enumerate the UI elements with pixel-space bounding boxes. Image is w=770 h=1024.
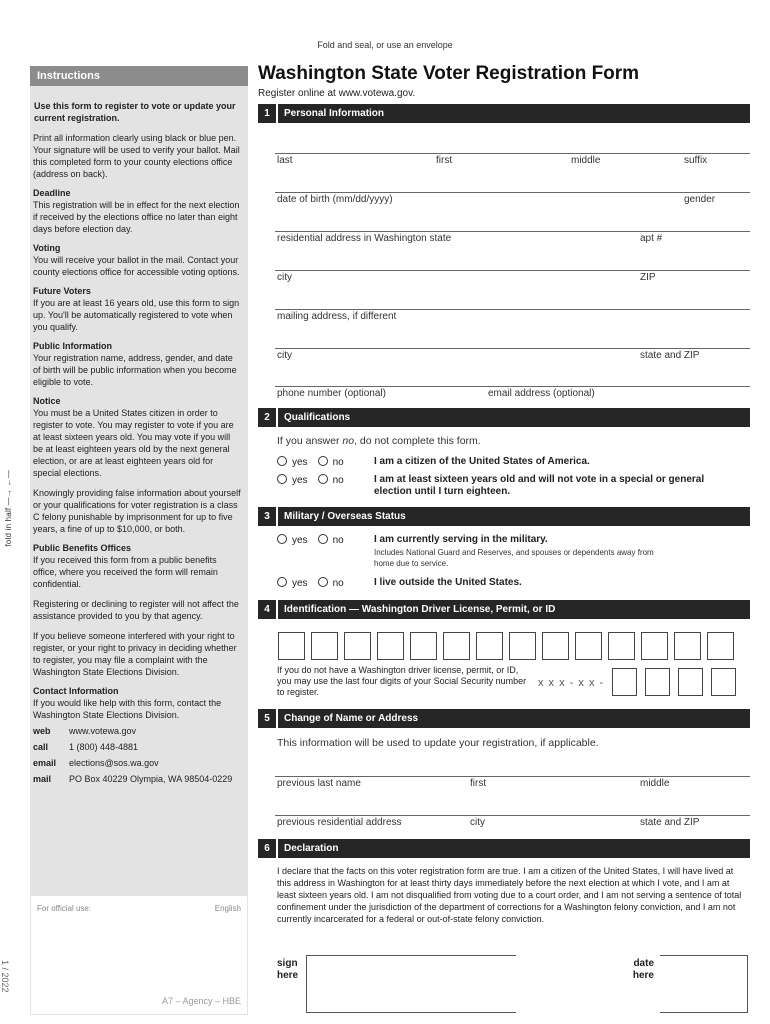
radio-icon (318, 577, 328, 587)
military-answer (277, 534, 354, 546)
section-number: 1 (258, 104, 278, 123)
contact-heading: Contact Information (33, 686, 119, 696)
apt-label: apt # (640, 233, 663, 244)
zip-label: ZIP (640, 272, 656, 283)
official-code: A7 – Agency – HBE (161, 996, 241, 1006)
license-digit-box[interactable] (575, 632, 602, 660)
section-3-bar (258, 507, 750, 526)
previous-first-label: first (470, 778, 487, 789)
overseas-yes[interactable]: yes (277, 577, 308, 589)
contact-text: If you would like help with this form, contact the Washington State Elections Division. (33, 698, 222, 720)
contact-mail (33, 773, 242, 785)
section-4-bar (258, 600, 750, 619)
instructions-panel (30, 66, 248, 906)
ssn-digit-box[interactable] (612, 668, 637, 696)
section-title: Personal Information (284, 108, 385, 119)
section-1-bar (258, 104, 750, 123)
phone-label: phone number (optional) (277, 388, 386, 399)
previous-name-line[interactable] (275, 776, 750, 777)
fold-half-marker: fold in half —→ ←— (4, 470, 13, 547)
citizen-question: I am a citizen of the United States of America. (374, 456, 590, 467)
ssn-note: If you do not have a Washington driver license, permit, or ID, you may use the last four digits of your Social Security number to register. (277, 665, 527, 697)
instructions-body (30, 86, 248, 906)
radio-icon (277, 534, 287, 544)
age-question: I am at least sixteen years old and will not vote in a special or general election until I turn eighteen. (374, 474, 705, 497)
contact-email (33, 757, 242, 769)
overseas-no[interactable]: no (318, 577, 344, 589)
suffix-label: suffix (684, 155, 708, 166)
ssn-digit-box[interactable] (645, 668, 670, 696)
voting-section (33, 242, 242, 278)
previous-address-label: previous residential address (277, 817, 402, 828)
official-language: English (214, 904, 241, 913)
contact-web-link[interactable]: www.votewa.gov (69, 726, 137, 736)
contact-section (33, 685, 242, 785)
citizen-answer (277, 456, 354, 468)
qualifications-intro: If you answer no, do not complete this form. (277, 435, 481, 447)
date-here-label: date here (632, 958, 654, 981)
license-digit-box[interactable] (674, 632, 701, 660)
section-5-bar (258, 709, 750, 728)
contact-label: call (33, 742, 49, 752)
instructions-header: Instructions (30, 66, 248, 86)
ssn-mask: x x x - x x - (538, 677, 605, 689)
contact-label: email (33, 758, 57, 768)
contact-call (33, 741, 242, 753)
future-voters-section (33, 285, 242, 333)
overseas-answer (277, 577, 354, 589)
form-header (258, 62, 750, 99)
residential-address-label: residential address in Washington state (277, 233, 452, 244)
section-6-bar (258, 839, 750, 858)
mailing-address-label: mailing address, if different (277, 311, 397, 322)
license-digit-box[interactable] (608, 632, 635, 660)
sign-here-label: sign here (277, 958, 299, 981)
license-digit-box[interactable] (509, 632, 536, 660)
middle-name-label: middle (571, 155, 601, 166)
deadline-section (33, 187, 242, 235)
contact-mail-address: PO Box 40229 Olympia, WA 98504-0229 (69, 774, 233, 784)
deadline-text: This registration will be in effect for the next election if received by the elections office no later than eight days before election day. (33, 200, 240, 234)
public-info-text: Your registration name, address, gender, and date of birth will be public information when you become eligible to vote. (33, 353, 237, 387)
residential-address-line[interactable] (275, 231, 750, 232)
name-line[interactable] (275, 153, 750, 154)
notice-text-2: Knowingly providing false information about yourself or your qualifications for voter registration is a class C felony punishable by imprisonment for up to five years, a fine of up to $10,000, or both. (33, 488, 241, 534)
license-digit-box[interactable] (311, 632, 338, 660)
license-digit-box[interactable] (542, 632, 569, 660)
gender-label: gender (684, 194, 716, 205)
contact-line[interactable] (275, 386, 750, 387)
military-yes[interactable]: yes (277, 534, 308, 546)
fold-note: Fold and seal, or use an envelope (317, 40, 453, 50)
form-year: 1 / 2022 (0, 960, 10, 993)
overseas-question: I live outside the United States. (374, 577, 522, 588)
license-digit-box[interactable] (443, 632, 470, 660)
official-use-box (30, 895, 248, 1015)
contact-label: web (33, 726, 51, 736)
instructions-intro: Print all information clearly using black or blue pen. Your signature will be used to verify your ballot. Mail this completed form to your county elections office (address on back). (33, 133, 240, 179)
section-number: 2 (258, 408, 278, 427)
ssn-digit-box[interactable] (678, 668, 703, 696)
notice-heading: Notice (33, 396, 61, 406)
license-digit-box[interactable] (377, 632, 404, 660)
declaration-text: I declare that the facts on this voter registration form are true. I am a citizen of the United States, I will have lived at this address in Washington for at least thirty days immediately before the next election at which I vote, and I am at least sixteen years old. I am not disqualified from voting due to a court order, and I am not serving a sentence of total confinement under the jurisdiction of the department of corrections for a Washington felony conviction, and I am not currently incarcerated for a federal or out-of-state felony conviction. (277, 866, 742, 924)
benefits-heading: Public Benefits Offices (33, 543, 132, 553)
mailing-city-line[interactable] (275, 348, 750, 349)
license-digit-box[interactable] (707, 632, 734, 660)
section-title: Declaration (284, 843, 339, 854)
military-note: Includes National Guard and Reserves, and spouses or dependents away from home due to service. (374, 548, 654, 568)
contact-phone: 1 (800) 448-4881 (69, 742, 139, 752)
previous-last-name-label: previous last name (277, 778, 361, 789)
state-zip-label: state and ZIP (640, 350, 700, 361)
license-digit-box[interactable] (344, 632, 371, 660)
section-title: Qualifications (284, 412, 351, 423)
mailing-city-label: city (277, 350, 292, 361)
voting-text: You will receive your ballot in the mail. Contact your county elections office for accessible voting options. (33, 255, 240, 277)
date-box[interactable] (660, 955, 748, 1013)
contact-label: mail (33, 774, 52, 784)
age-no[interactable]: no (318, 474, 344, 486)
radio-icon (318, 456, 328, 466)
section-number: 5 (258, 709, 278, 728)
city-line[interactable] (275, 270, 750, 271)
section-2-bar (258, 408, 750, 427)
official-use-label: For official use: (37, 904, 92, 913)
contact-web (33, 725, 242, 737)
benefits-text-2: Registering or declining to register will not affect the assistance provided to you by that agency. (33, 599, 239, 621)
change-intro: This information will be used to update your registration, if applicable. (277, 737, 599, 749)
previous-city-label: city (470, 817, 485, 828)
previous-state-zip-label: state and ZIP (640, 817, 700, 828)
license-digit-box[interactable] (641, 632, 668, 660)
radio-icon (277, 456, 287, 466)
notice-text-1: You must be a United States citizen in order to register to vote. You may register to vote if you are at least sixteen years old. You may vote if you will be at least eighteen years old by the next general election, or are at least eighteen years old for special elections. (33, 408, 234, 478)
instructions-lead: Use this form to register to vote or update your current registration. (34, 101, 236, 123)
first-name-label: first (436, 155, 453, 166)
radio-icon (277, 474, 287, 484)
license-digit-box[interactable] (278, 632, 305, 660)
section-number: 3 (258, 507, 278, 526)
section-number: 4 (258, 600, 278, 619)
section-number: 6 (258, 839, 278, 858)
benefits-text-1: If you received this form from a public benefits office, where you received the form will remain confidential. (33, 555, 218, 589)
email-label: email address (optional) (488, 388, 595, 399)
license-digit-box[interactable] (410, 632, 437, 660)
radio-icon (318, 474, 328, 484)
last-name-label: last (277, 155, 293, 166)
radio-icon (277, 577, 287, 587)
radio-icon (318, 534, 328, 544)
deadline-heading: Deadline (33, 188, 71, 198)
previous-address-line[interactable] (275, 815, 750, 816)
previous-middle-label: middle (640, 778, 670, 789)
benefits-section (33, 542, 242, 678)
citizen-yes[interactable]: yes (277, 456, 308, 468)
military-no[interactable]: no (318, 534, 344, 546)
public-info-section (33, 340, 242, 388)
citizen-no[interactable]: no (318, 456, 344, 468)
voting-heading: Voting (33, 243, 61, 253)
notice-section (33, 395, 242, 535)
mailing-address-line[interactable] (275, 309, 750, 310)
future-voters-heading: Future Voters (33, 286, 91, 296)
military-question: I am currently serving in the military. (374, 534, 548, 545)
dob-label: date of birth (mm/dd/yyyy) (277, 194, 393, 205)
signature-box[interactable] (306, 955, 516, 1013)
dob-line[interactable] (275, 192, 750, 193)
section-title: Change of Name or Address (284, 713, 419, 724)
age-answer (277, 474, 354, 486)
license-digit-box[interactable] (476, 632, 503, 660)
section-title: Identification — Washington Driver License, Permit, or ID (284, 604, 556, 615)
benefits-text-3: If you believe someone interfered with your right to register, or your right to privacy in deciding whether to register, you may file a complaint with the Washington State Elections Division. (33, 631, 237, 677)
public-info-heading: Public Information (33, 341, 113, 351)
future-voters-text: If you are at least 16 years old, use this form to sign up. You'll be automatically registered to vote when you qualify. (33, 298, 240, 332)
form-title: Washington State Voter Registration Form (258, 63, 640, 84)
age-yes[interactable]: yes (277, 474, 308, 486)
ssn-digit-box[interactable] (711, 668, 736, 696)
contact-email-link[interactable]: elections@sos.wa.gov (69, 758, 159, 768)
city-label: city (277, 272, 292, 283)
section-title: Military / Overseas Status (284, 511, 406, 522)
register-online-text: Register online at www.votewa.gov. (258, 88, 416, 99)
